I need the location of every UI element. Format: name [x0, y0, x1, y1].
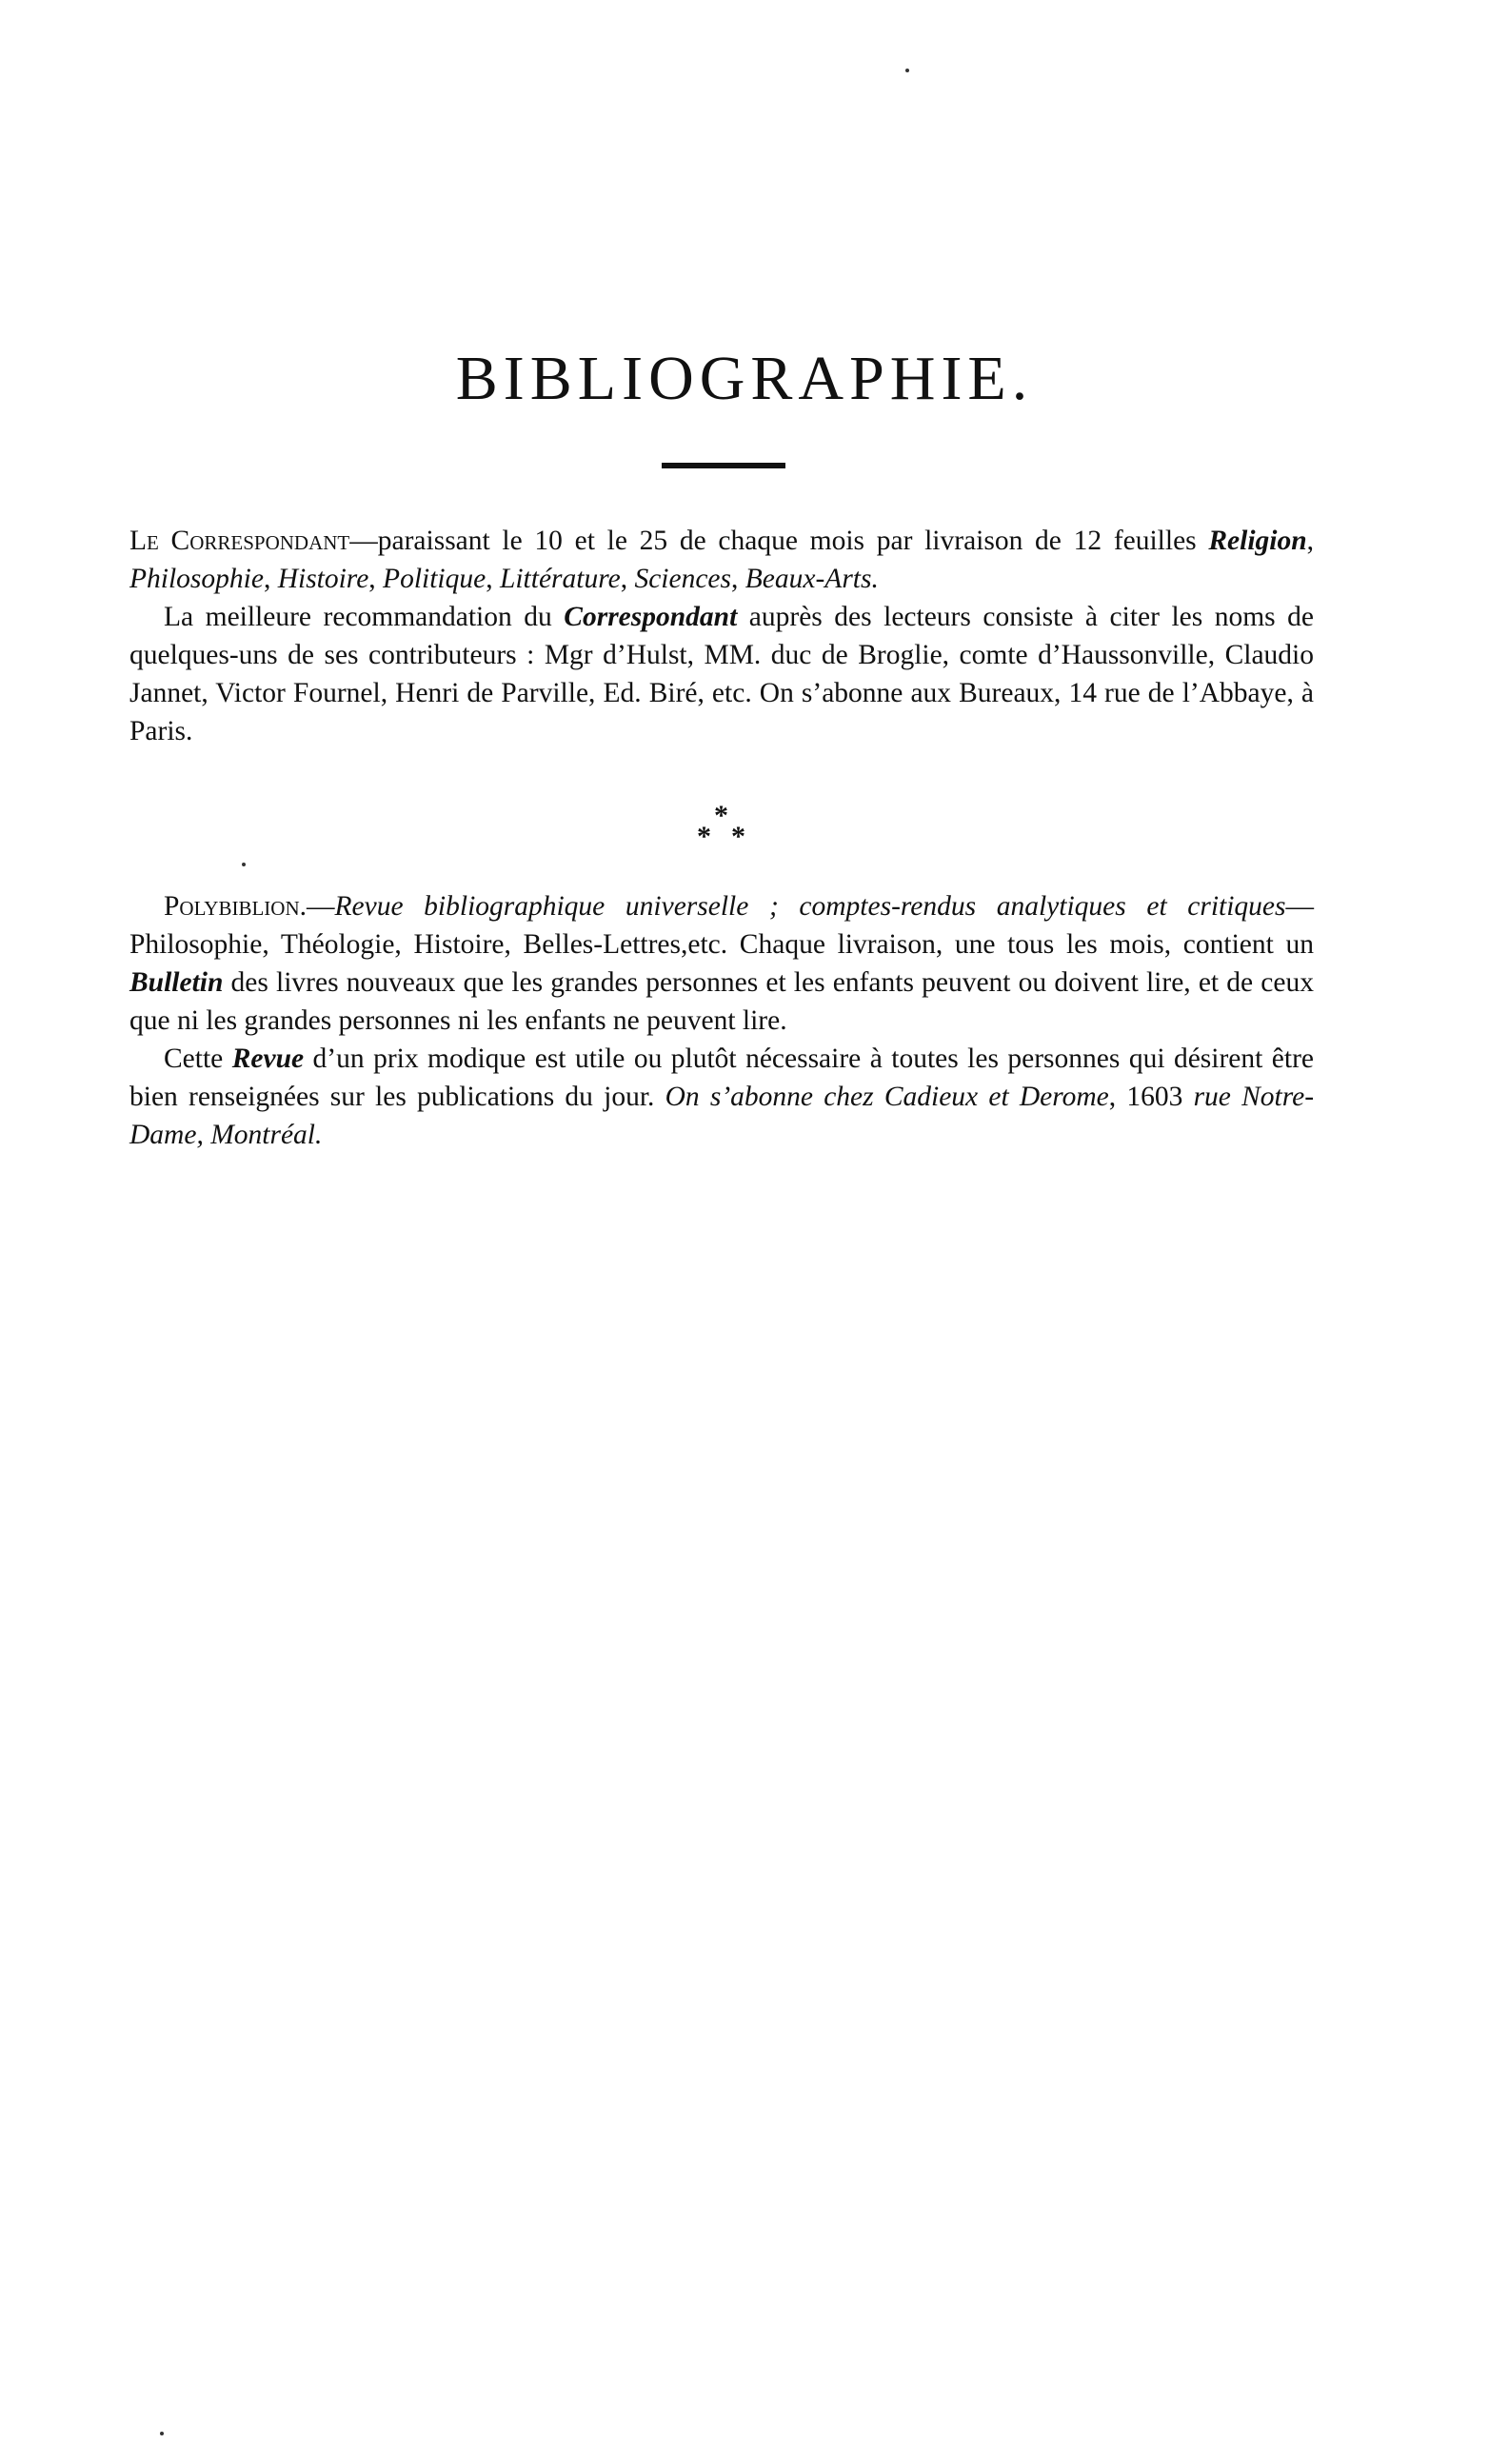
correspondant-paragraph-1: Le Correspondant—paraissant le 10 et le 25 de chaque mois par livraison de 12 feuilles Religion, Philosophie, Histoire, Politique, Littérature, Sciences, Beaux-Arts.: [129, 526, 1314, 594]
revue-ref: Revue: [231, 1043, 305, 1074]
correspondant-text-b: auprès des lecteurs consiste à citer les noms de quelques-uns de ses contributeurs : Mgr d’Hulst, MM. duc de Broglie, comte d’Haussonville, Claudio Jannet, Victor Fournel, Henri de Parville, Ed. Biré, etc. On s’abonne aux Bureaux, 14 rue de l’Abbaye, à Paris.: [129, 602, 1315, 746]
address-street: rue Notre-Dame, Montréal.: [129, 1082, 1315, 1150]
page-title: BIBLIOGRAPHIE.: [455, 344, 1034, 413]
polybiblion-text-b: des livres nouveaux que les grandes personnes et les enfants peuvent ou doivent lire, et de ceux que ni les grandes personnes ni les enfants ne peuvent lire.: [129, 967, 1314, 1036]
entry-polybiblion: [129, 887, 1314, 1154]
asterisk-right: *: [731, 821, 745, 852]
subscription-info: On s’abonne chez Cadieux et Derome: [665, 1082, 1109, 1112]
asterisk-left: *: [697, 821, 711, 852]
entry-correspondant: [129, 522, 1314, 750]
address-number: , 1603: [1108, 1082, 1194, 1112]
correspondant-text-a: La meilleure recommandation du: [164, 602, 565, 632]
topic-sciences: Sciences: [634, 564, 732, 594]
polybiblion-paragraph-1: [129, 887, 1314, 1040]
topic-politique: Politique: [383, 564, 486, 594]
revue-text-a: Cette: [164, 1043, 232, 1074]
topic-histoire: Histoire: [277, 564, 369, 594]
polybiblion-subtitle: Revue bibliographique universelle ; comptes-rendus analytiques et critiques: [334, 891, 1286, 922]
correspondant-title-ref: Correspondant: [564, 602, 738, 632]
print-speck: [160, 2432, 164, 2435]
title-rule: [662, 463, 785, 468]
topic-litterature: Littérature: [499, 564, 621, 594]
polybiblion-text-a: —Philosophie, Théologie, Histoire, Belles-Lettres,etc. Chaque livraison, une tous les mois, contient un: [129, 891, 1314, 960]
revue-text-b: d’un prix modique est utile ou plutôt nécessaire à toutes les personnes qui désirent être bien renseignées sur les publications du jour.: [129, 1043, 1314, 1112]
correspondant-name: Le Correspondant: [129, 526, 350, 556]
polybiblion-paragraph-2: [129, 1040, 1314, 1154]
bulletin-ref: Bulletin: [129, 967, 224, 998]
topic-beaux-arts: Beaux-Arts.: [744, 564, 879, 594]
print-speck: [905, 69, 909, 72]
asterisk-top: *: [714, 800, 728, 831]
correspondant-schedule: —paraissant le 10 et le 25 de chaque mois par livraison de 12 feuilles: [349, 526, 1209, 556]
section-ornament: [678, 800, 773, 857]
polybiblion-dash: —: [307, 891, 335, 922]
print-speck: [242, 863, 246, 866]
topic-philosophie: Philosophie: [129, 564, 264, 594]
topic-religion: Religion: [1208, 526, 1307, 556]
polybiblion-name: Polybiblion.: [164, 891, 307, 922]
correspondant-paragraph-2: [129, 598, 1314, 750]
